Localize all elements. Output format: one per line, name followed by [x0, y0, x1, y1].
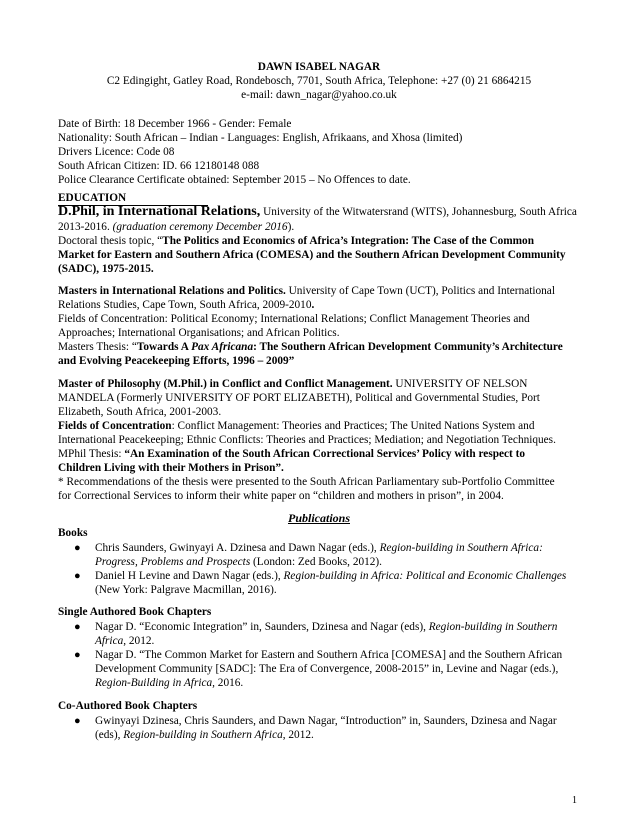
co-chapter-1-cont: (eds), Region-building in Southern Africa, 2012. — [95, 729, 314, 741]
dphil-title: D.Phil, in International Relations, — [58, 204, 261, 219]
cv-email: e-mail: dawn_nagar@yahoo.co.uk — [241, 89, 397, 101]
books-heading: Books — [58, 527, 88, 539]
dphil-thesis-line-3: (SADC), 1975-2015. — [58, 263, 154, 275]
bullet: ● — [74, 621, 81, 633]
mphil-thesis-line-2: Children Living with their Mothers in Prison”. — [58, 462, 284, 474]
bullet: ● — [74, 715, 81, 727]
dphil-thesis-line-2: Market for Eastern and Southern Africa (COMESA) and the Southern African Development Community — [58, 249, 566, 261]
dphil-thesis-line: Doctoral thesis topic, “The Politics and Economics of Africa’s Integration: The Case of the Common — [58, 235, 534, 247]
book-item-2-cont: (New York: Palgrave Macmillan, 2016). — [95, 584, 277, 596]
dob-line: Date of Birth: 18 December 1966 - Gender: Female — [58, 118, 292, 130]
single-chapter-2: Nagar D. “The Common Market for Eastern and Southern Africa [COMESA] and the Southern African — [95, 649, 563, 661]
masters-thesis-line: Masters Thesis: “Towards A Pax Africana: The Southern African Development Community’s Architecture — [58, 341, 563, 353]
bullet: ● — [74, 649, 81, 661]
single-chapter-2-cont-2: Region-Building in Africa, 2016. — [95, 677, 244, 689]
cv-address: C2 Edingight, Gatley Road, Rondebosch, 7701, South Africa, Telephone: +27 (0) 21 6864215 — [106, 75, 532, 87]
education-heading: EDUCATION — [58, 191, 583, 206]
dphil-years-line: 2013-2016. (graduation ceremony December 2016). — [58, 221, 295, 233]
book-item-1: Chris Saunders, Gwinyayi A. Dzinesa and Dawn Nagar (eds.), Region-building in Southern Africa: — [95, 542, 543, 554]
single-chapters-heading: Single Authored Book Chapters — [58, 606, 212, 618]
citizen-line: South African Citizen: ID. 66 12180148 088 — [58, 160, 260, 172]
mphil-inst-line-2: Elizabeth, South Africa, 2001-2003. — [58, 406, 222, 418]
bullet: ● — [74, 570, 81, 582]
masters-foc-line-2: Approaches; International Organisations; and African Politics. — [58, 327, 340, 339]
publications-heading: Publications — [287, 511, 350, 525]
book-item-2: Daniel H Levine and Dawn Nagar (eds.), Region-building in Africa: Political and Economic Challenges — [95, 570, 567, 582]
nationality-line: Nationality: South African – Indian - Languages: English, Afrikaans, and Xhosa (limited) — [58, 132, 463, 144]
mphil-inst-line: MANDELA (Formerly UNIVERSITY OF PORT ELIZABETH), Political and Governmental Studies, Port — [58, 392, 540, 404]
mphil-rec-line: * Recommendations of the thesis were presented to the South African Parliamentary sub-Portfolio Committee — [58, 476, 555, 488]
page-number: 1 — [572, 795, 577, 806]
masters-foc-line: Fields of Concentration: Political Economy; International Relations; Conflict Management Theories and — [58, 313, 530, 325]
mphil-title-line: Master of Philosophy (M.Phil.) in Conflict and Conflict Management. UNIVERSITY OF NELSON — [58, 378, 528, 390]
co-chapters-heading: Co-Authored Book Chapters — [58, 700, 198, 712]
book-item-1-cont: Progress, Problems and Prospects (London: Zed Books, 2012). — [95, 556, 383, 568]
masters-inst-line: Relations Studies, Cape Town, South Africa, 2009-2010. — [58, 299, 315, 311]
single-chapter-2-cont: Development Community [SADC]: The Era of Convergence, 2008-2015” in, Levine and Nagar (eds.), — [95, 663, 559, 675]
dphil-title-line: D.Phil, in International Relations, University of the Witwatersrand (WITS), Johannesburg, South Africa — [58, 204, 577, 219]
police-line: Police Clearance Certificate obtained: September 2015 – No Offences to date. — [58, 174, 411, 186]
mphil-thesis-line: MPhil Thesis: “An Examination of the South African Correctional Services’ Policy with respect to — [58, 448, 526, 460]
mphil-foc-line: Fields of Concentration: Conflict Management: Theories and Practices; The United Nations System and — [58, 420, 535, 432]
mphil-foc-line-2: International Peacekeeping; Ethnic Conflicts: Theories and Practices; Mediation; and Negotiation Techniques. — [58, 434, 556, 446]
single-chapter-1-cont: Africa, 2012. — [95, 635, 155, 647]
masters-title-line: Masters in International Relations and Politics. University of Cape Town (UCT), Politics and International — [58, 285, 555, 297]
licence-line: Drivers Licence: Code 08 — [58, 146, 175, 158]
mphil-rec-line-2: for Correctional Services to inform their white paper on “children and mothers in prison”, in 2004. — [58, 490, 504, 502]
single-chapter-1: Nagar D. “Economic Integration” in, Saunders, Dzinesa and Nagar (eds), Region-building in Southern — [95, 621, 558, 633]
co-chapter-1: Gwinyayi Dzinesa, Chris Saunders, and Dawn Nagar, “Introduction” in, Saunders, Dzinesa and Nagar — [95, 715, 557, 727]
masters-thesis-line-2: and Evolving Peacekeeping Efforts, 1996 – 2009” — [58, 355, 295, 367]
bullet: ● — [74, 542, 81, 554]
cv-name: DAWN ISABEL NAGAR — [257, 61, 381, 73]
